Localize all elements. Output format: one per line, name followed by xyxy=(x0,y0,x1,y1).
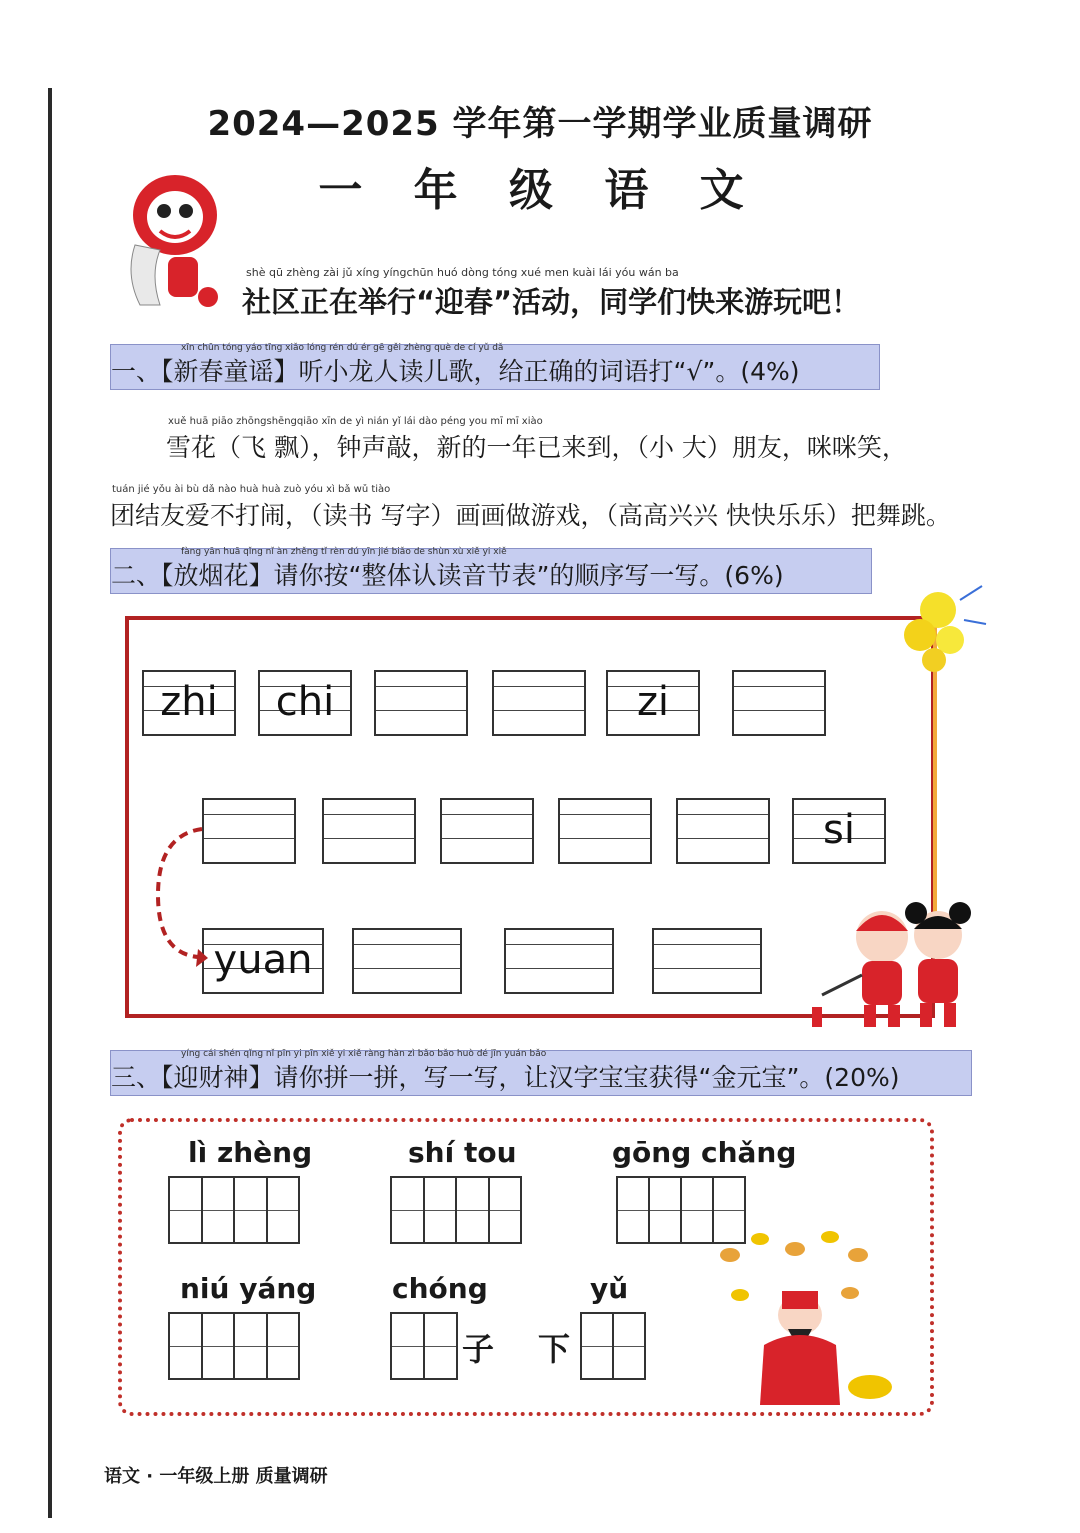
footer-text: 语文 · 一年级上册 质量调研 xyxy=(104,1466,328,1487)
syllable-box[interactable]: yuan xyxy=(202,928,324,994)
subject-title: 一 年 级 语 文 xyxy=(318,165,762,216)
writing-grid[interactable] xyxy=(168,1176,300,1244)
section3-heading-pinyin: yíng cái shén qǐng nǐ pīn yi pīn xiě yi xiě ràng hàn zì bǎo bǎo huò dé jīn yuán bǎo xyxy=(181,1049,547,1059)
section1-heading: 一、【新春童谣】听小龙人读儿歌，给正确的词语打“√”。(4%) xyxy=(111,357,800,386)
syllable-box[interactable]: zi xyxy=(606,670,700,736)
word-pinyin: niú yáng xyxy=(180,1272,317,1305)
writing-grid[interactable] xyxy=(390,1312,458,1380)
writing-grid[interactable] xyxy=(580,1312,646,1380)
given-character: 下 xyxy=(538,1330,571,1368)
section3-heading: 三、【迎财神】请你拼一拼，写一写，让汉字宝宝获得“金元宝”。(20%) xyxy=(111,1063,900,1092)
firework-burst-icon xyxy=(890,580,990,690)
syllable-box[interactable] xyxy=(676,798,770,864)
syllable-box[interactable]: chi xyxy=(258,670,352,736)
syllable-box[interactable] xyxy=(652,928,762,994)
section3-banner xyxy=(110,1050,972,1096)
intro-text: 社区正在举行“迎春”活动，同学们快来游玩吧！ xyxy=(242,285,861,319)
children-firecracker-illustration xyxy=(812,895,982,1035)
word-pinyin: gōng chǎng xyxy=(612,1136,797,1169)
section1-heading-pinyin: xīn chūn tóng yáo tīng xiǎo lóng rén dú ér gē gěi zhèng què de cí yǔ dǎ xyxy=(181,343,504,353)
syllable-box[interactable] xyxy=(492,670,586,736)
syllable-box[interactable] xyxy=(352,928,462,994)
word-pinyin: yǔ xyxy=(590,1272,629,1305)
section2-heading: 二、【放烟花】请你按“整体认读音节表”的顺序写一写。(6%) xyxy=(111,561,784,590)
syllable-box[interactable] xyxy=(374,670,468,736)
syllable-box[interactable]: si xyxy=(792,798,886,864)
syllable-box[interactable] xyxy=(440,798,534,864)
syllable-box[interactable] xyxy=(322,798,416,864)
section2-heading-pinyin: fàng yān huā qǐng nǐ àn zhěng tǐ rèn dú yīn jié biǎo de shùn xù xiě yi xiě xyxy=(181,547,507,557)
song-line1-pinyin: xuě huā piāo zhōngshēngqiāo xīn de yì nián yǐ lái dào péng you mī mī xiào xyxy=(168,416,543,427)
god-of-wealth-illustration xyxy=(700,1225,900,1425)
writing-grid[interactable] xyxy=(168,1312,300,1380)
section1-banner xyxy=(110,344,880,390)
syllable-box[interactable] xyxy=(732,670,826,736)
lion-dance-illustration xyxy=(120,165,220,315)
song-line2: 团结友爱不打闹，（读书 写字）画画做游戏，（高高兴兴 快快乐乐）把舞跳。 xyxy=(110,501,951,530)
song-line1: 雪花（飞 飘），钟声敲，新的一年已来到，（小 大）朋友，咪咪笑， xyxy=(166,433,907,462)
writing-grid[interactable] xyxy=(390,1176,522,1244)
syllable-box[interactable] xyxy=(504,928,614,994)
syllable-box[interactable]: zhi xyxy=(142,670,236,736)
dashed-arrow-icon xyxy=(150,825,210,975)
syllable-box[interactable] xyxy=(202,798,296,864)
word-pinyin: lì zhèng xyxy=(188,1136,313,1169)
word-pinyin: chóng xyxy=(392,1272,488,1305)
exam-title: 2024—2025 学年第一学期学业质量调研 xyxy=(207,104,873,144)
song-line2-pinyin: tuán jié yǒu ài bù dǎ nào huà huà zuò yóu xì bǎ wǔ tiào xyxy=(112,484,391,495)
section2-banner xyxy=(110,548,872,594)
given-character: 子 xyxy=(462,1330,495,1368)
binding-line xyxy=(48,88,52,1518)
syllable-box[interactable] xyxy=(558,798,652,864)
word-pinyin: shí tou xyxy=(408,1136,517,1169)
intro-pinyin: shè qū zhèng zài jǔ xíng yíngchūn huó dòng tóng xué men kuài lái yóu wán ba xyxy=(246,266,679,279)
